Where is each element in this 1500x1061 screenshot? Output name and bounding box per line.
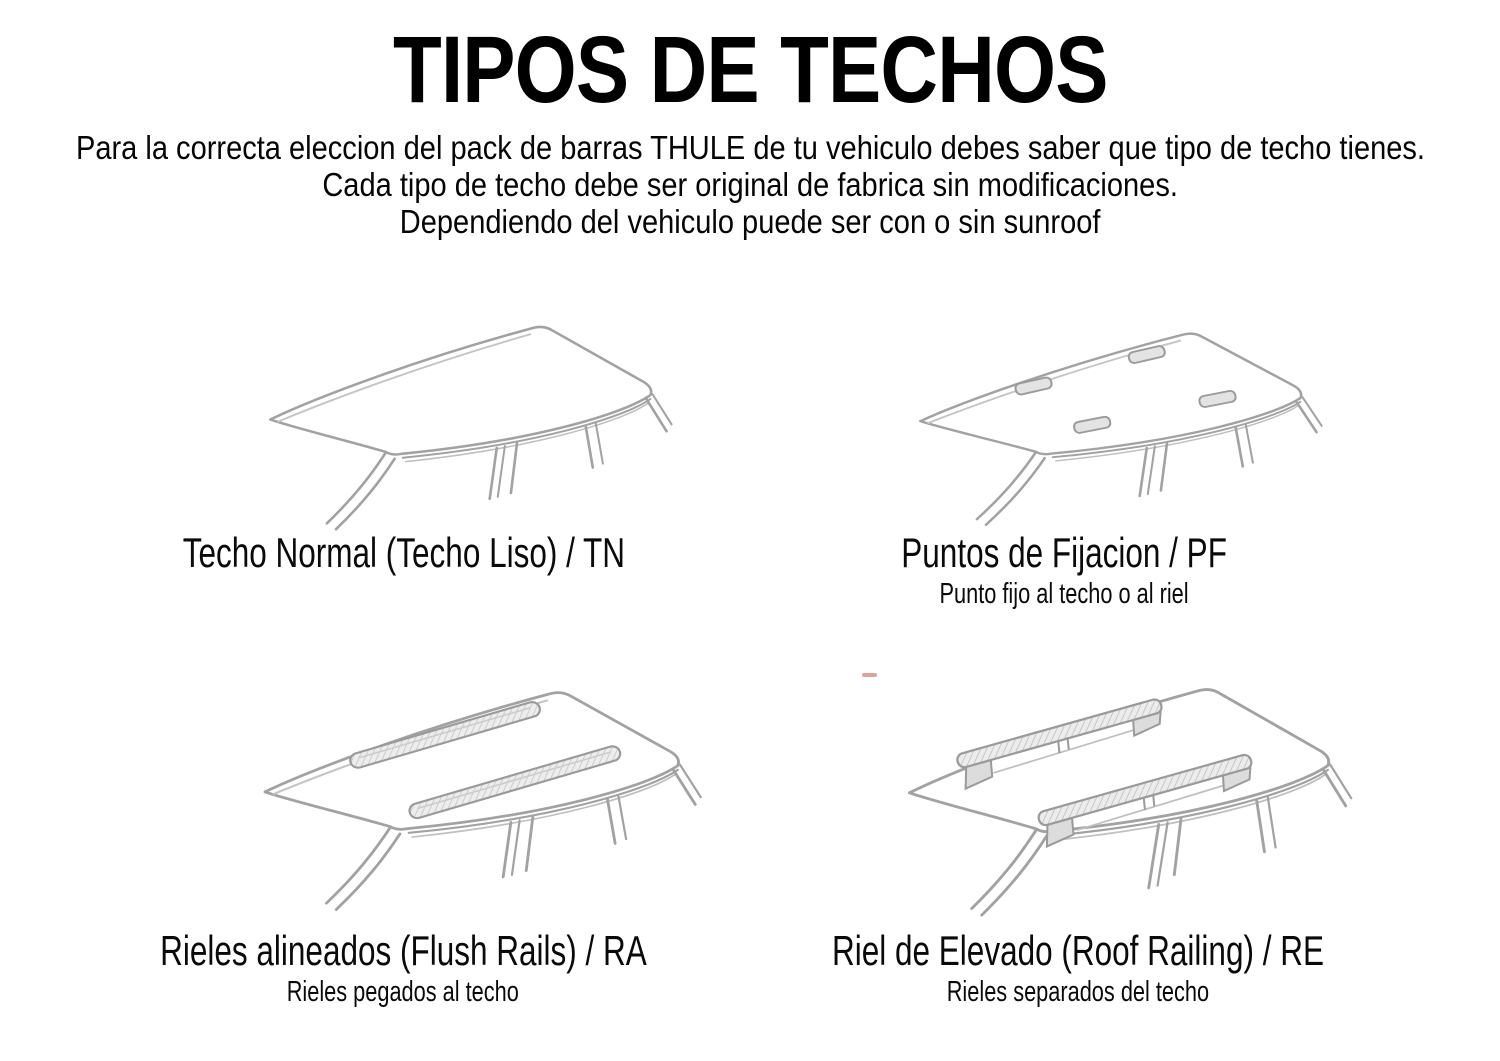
caption-puntos-fijacion-sublabel: Punto fijo al techo o al riel <box>939 578 1189 610</box>
caption-riel-elevado-label: Riel de Elevado (Roof Railing) / RE <box>832 927 1324 974</box>
page-title-row <box>0 17 1500 123</box>
roof-with-raised-rails-illustration <box>876 664 1388 926</box>
caption-techo-normal <box>84 530 724 576</box>
roof-with-fixation-points-illustration <box>890 312 1355 534</box>
intro-line-1: Para la correcta eleccion del pack de barras THULE de tu vehiculo debes saber que tipo de techo tienes. <box>75 129 1425 166</box>
intro-text <box>0 129 1500 240</box>
caption-riel-elevado <box>758 928 1398 1008</box>
page-title: TIPOS DE TECHOS <box>392 17 1108 123</box>
plain-roof-illustration <box>240 304 705 539</box>
red-artifact-mark <box>862 673 877 677</box>
caption-rieles-alineados-label: Rieles alineados (Flush Rails) / RA <box>159 927 647 974</box>
intro-line-2: Cada tipo de techo debe ser original de fabrica sin modificaciones. <box>322 166 1178 203</box>
roof-with-flush-rails-illustration <box>232 668 737 920</box>
intro-line-3: Dependiendo del vehiculo puede ser con o sin sunroof <box>399 203 1101 240</box>
caption-puntos-fijacion <box>744 530 1384 610</box>
caption-riel-elevado-sublabel: Rieles separados del techo <box>946 976 1210 1008</box>
caption-techo-normal-label: Techo Normal (Techo Liso) / TN <box>182 529 626 576</box>
caption-puntos-fijacion-label: Puntos de Fijacion / PF <box>901 529 1227 576</box>
caption-rieles-alineados <box>83 928 723 1008</box>
caption-rieles-alineados-sublabel: Rieles pegados al techo <box>286 976 520 1008</box>
